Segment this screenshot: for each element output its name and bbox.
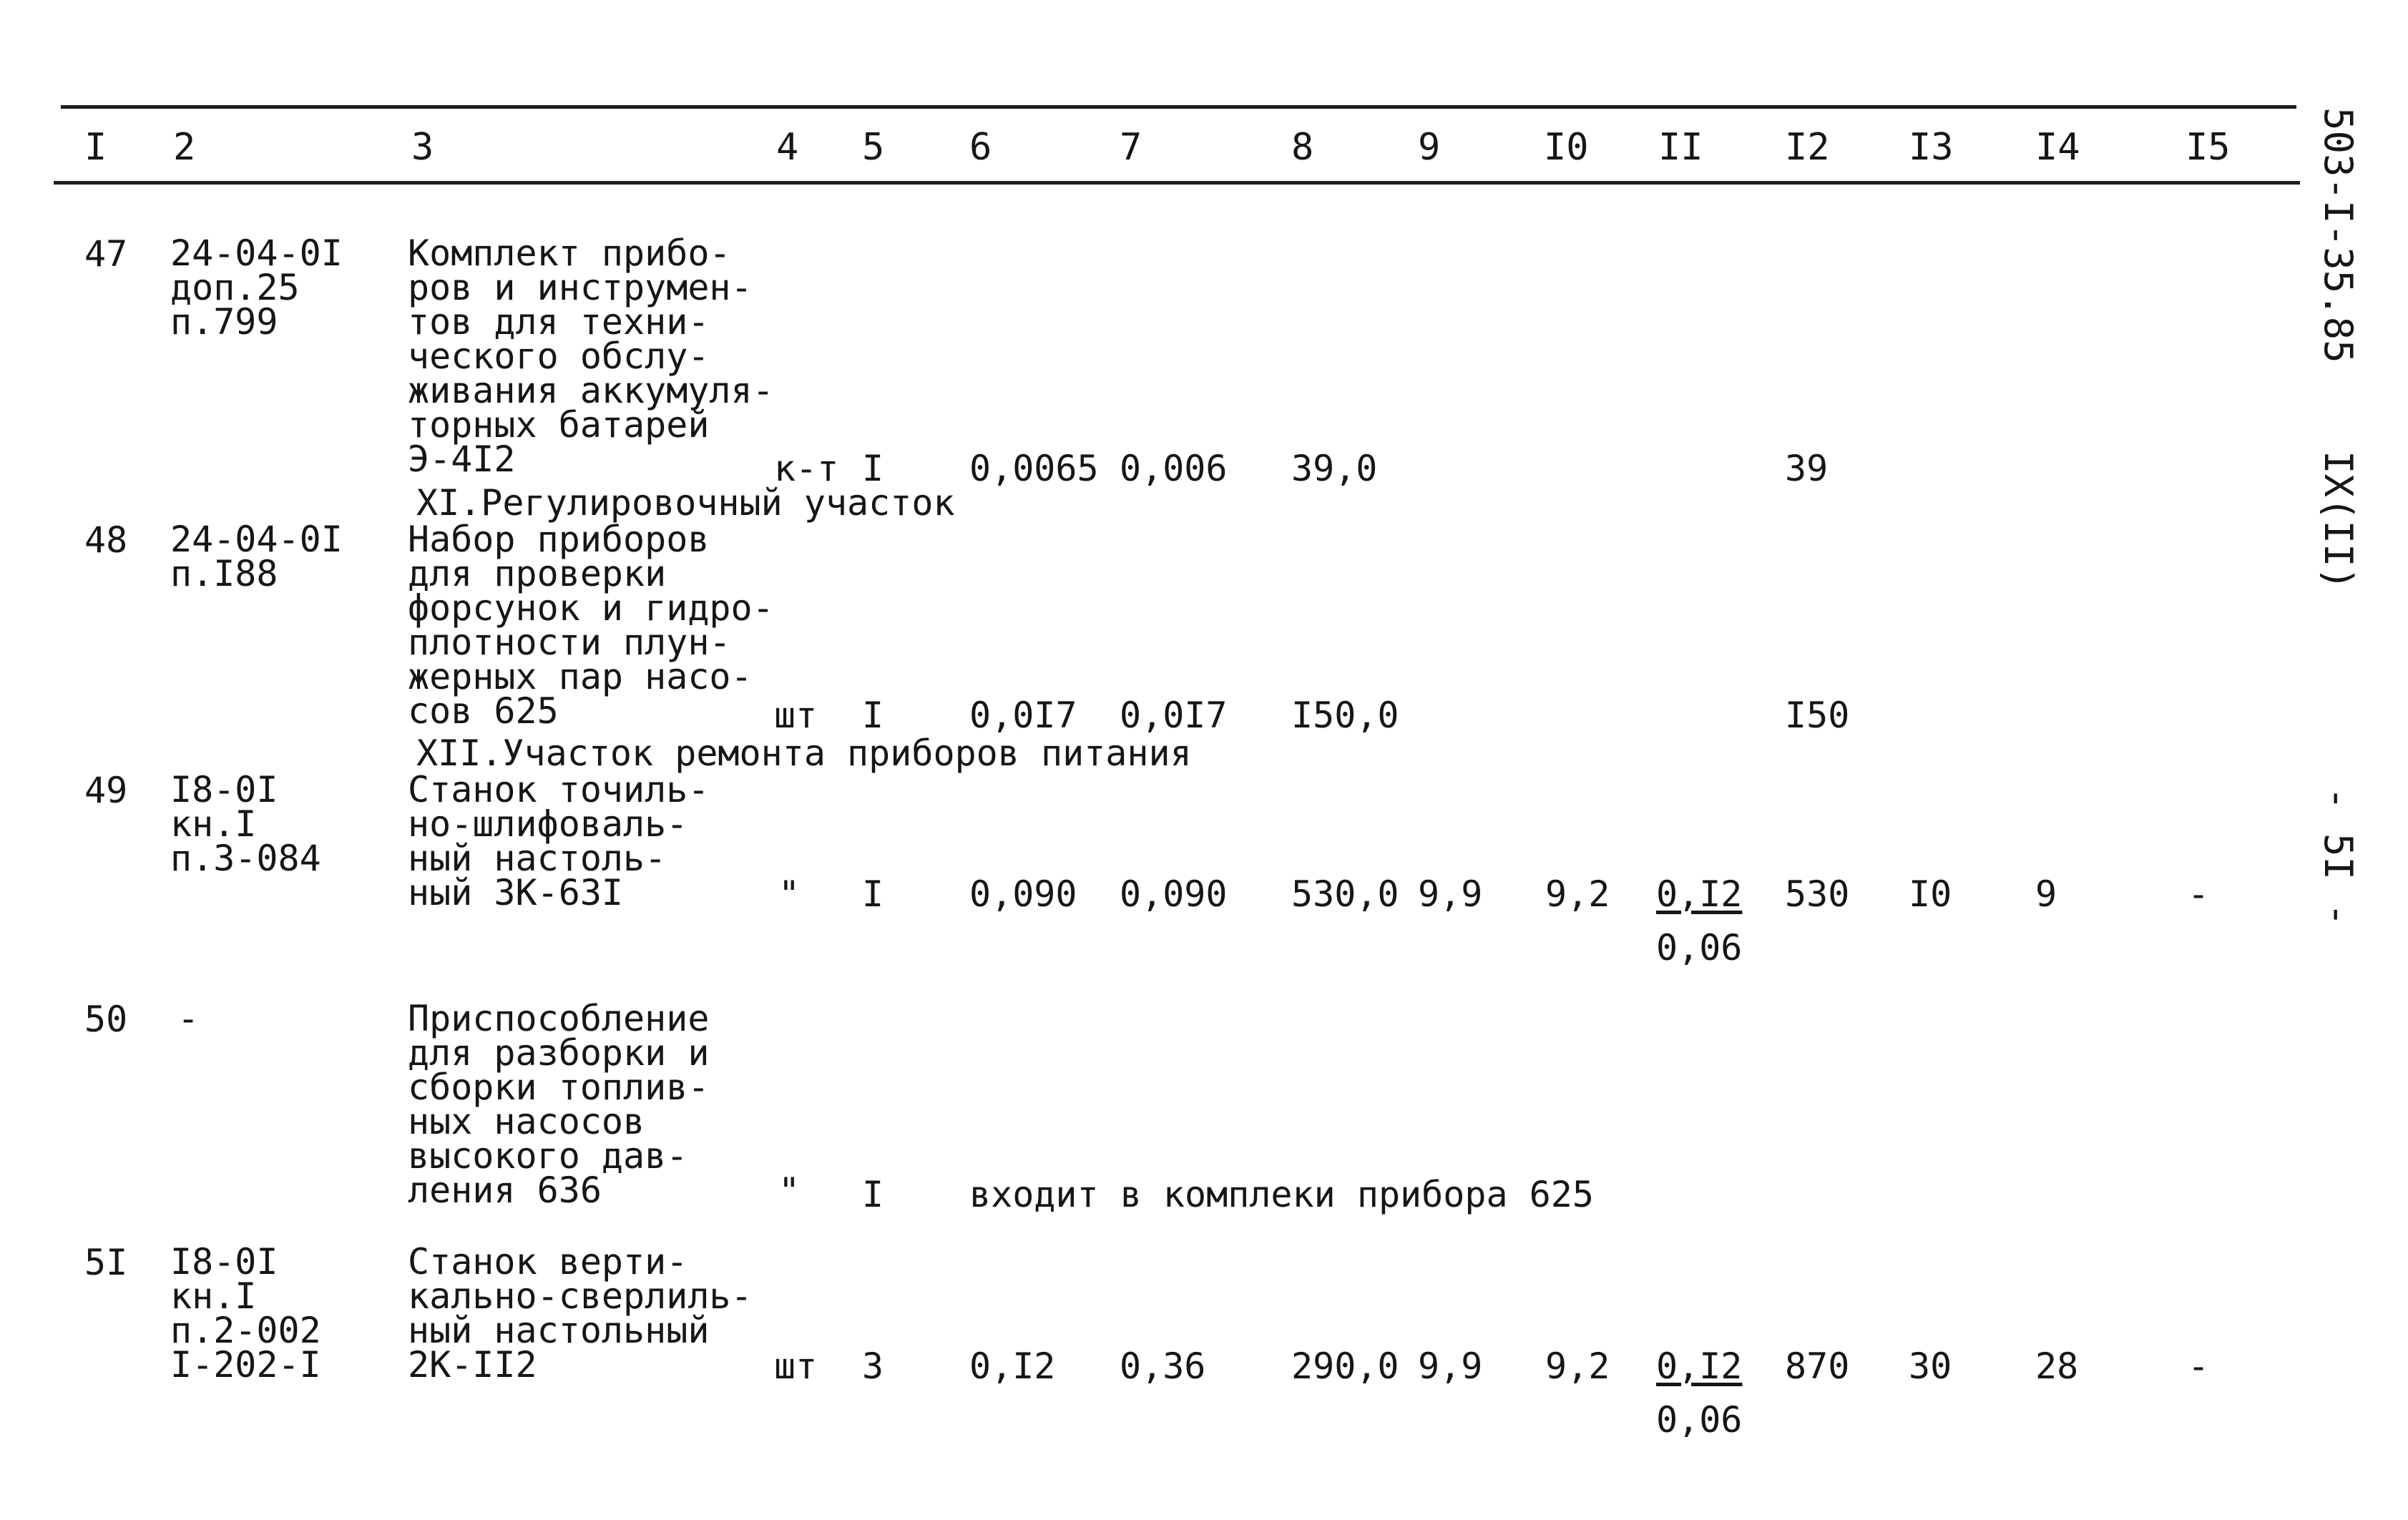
reference-code: I8-0I кн.I п.3-084 [170, 769, 321, 879]
col-header-3: 3 [411, 126, 434, 169]
col15-value: - [2188, 873, 2210, 915]
col10-value: 9,2 [1545, 873, 1610, 915]
reference-code: I8-0I кн.I п.2-002 I-202-I [170, 1241, 321, 1386]
row-number: 49 [84, 770, 128, 811]
row-number: 48 [84, 519, 128, 561]
row-number: 5I [84, 1242, 128, 1283]
header-rule [54, 181, 2300, 185]
col8-value: 39,0 [1291, 448, 1378, 489]
col12-value: 530 [1785, 873, 1850, 915]
item-name: Приспособление для разборки и сборки топлив- ных насосов высокого дав- ления 636 [408, 998, 710, 1211]
col-header-15: I5 [2186, 126, 2231, 169]
col8-value: I50,0 [1291, 695, 1399, 736]
col11-fraction-top: 0,I2 [1656, 1345, 1743, 1387]
col-header-6: 6 [969, 126, 992, 169]
row-number: 50 [84, 999, 128, 1040]
col-header-12: I2 [1785, 126, 1830, 169]
col11-fraction-top: 0,I2 [1656, 873, 1743, 915]
item-name: Набор приборов для проверки форсунок и гидро- плотности плун- жерных пар насо- сов 625 [408, 519, 774, 732]
page-number: - 5I - [2316, 787, 2361, 927]
col-header-4: 4 [776, 126, 799, 169]
quantity: I [862, 448, 884, 489]
reference-code: - [177, 998, 200, 1039]
included-note: входит в комплеки прибора 625 [969, 1174, 1594, 1215]
col12-value: 870 [1785, 1345, 1850, 1387]
unit: шт [774, 1345, 818, 1387]
col7-value: 0,090 [1120, 873, 1228, 915]
col-header-13: I3 [1909, 126, 1954, 169]
side-margin [2300, 107, 2379, 966]
col14-value: 28 [2035, 1345, 2079, 1387]
col8-value: 290,0 [1291, 1345, 1399, 1387]
col-header-8: 8 [1291, 126, 1314, 169]
col11-fraction-bottom: 0,06 [1656, 927, 1743, 969]
unit: " [778, 1170, 801, 1212]
col-header-5: 5 [862, 126, 885, 169]
col10-value: 9,2 [1545, 1345, 1610, 1387]
item-name: Станок точиль- но-шлифоваль- ный настоль- ный ЗК-63I [408, 769, 710, 913]
col7-value: 0,36 [1120, 1345, 1206, 1387]
col13-value: I0 [1909, 873, 1952, 915]
col-header-7: 7 [1120, 126, 1142, 169]
quantity: I [862, 873, 884, 915]
section-heading: XI.Регулировочный участок [416, 482, 955, 524]
quantity: I [862, 1174, 884, 1215]
row-number: 47 [84, 233, 128, 275]
unit: шт [774, 695, 818, 736]
section-heading: XII.Участок ремонта приборов питания [416, 732, 1192, 774]
col7-value: 0,0I7 [1120, 695, 1228, 736]
col9-value: 9,9 [1418, 873, 1483, 915]
col-header-9: 9 [1418, 126, 1441, 169]
col6-value: 0,I2 [969, 1345, 1056, 1387]
item-name: Станок верти- кально-сверлиль- ный настольный 2К-II2 [408, 1241, 753, 1386]
col12-value: 39 [1785, 448, 1829, 489]
col9-value: 9,9 [1418, 1345, 1483, 1387]
reference-code: 24-04-0I п.I88 [170, 519, 343, 594]
top-rule [61, 105, 2296, 109]
quantity: I [862, 695, 884, 736]
col-header-2: 2 [173, 126, 196, 169]
col15-value: - [2188, 1345, 2210, 1387]
volume-label: IX(II) [2316, 451, 2361, 591]
unit: к-т [774, 448, 839, 489]
col8-value: 530,0 [1291, 873, 1399, 915]
col-header-10: I0 [1544, 126, 1589, 169]
col7-value: 0,006 [1120, 448, 1228, 489]
reference-code: 24-04-0I доп.25 п.799 [170, 232, 343, 343]
quantity: 3 [862, 1345, 884, 1387]
item-name: Комплект прибо- ров и инструмен- тов для техни- ческого обслу- живания аккумуля- торных батарей Э-4I2 [408, 232, 774, 480]
col6-value: 0,0I7 [969, 695, 1077, 736]
unit: " [778, 873, 801, 915]
col12-value: I50 [1785, 695, 1850, 736]
document-code: 503-I-35.85 [2316, 107, 2361, 363]
col-header-1: I [84, 126, 107, 169]
col11-fraction-bottom: 0,06 [1656, 1399, 1743, 1441]
col-header-14: I4 [2035, 126, 2080, 169]
col14-value: 9 [2035, 873, 2057, 915]
col13-value: 30 [1909, 1345, 1952, 1387]
col6-value: 0,090 [969, 873, 1077, 915]
col-header-11: II [1658, 126, 1703, 169]
col6-value: 0,0065 [969, 448, 1099, 489]
